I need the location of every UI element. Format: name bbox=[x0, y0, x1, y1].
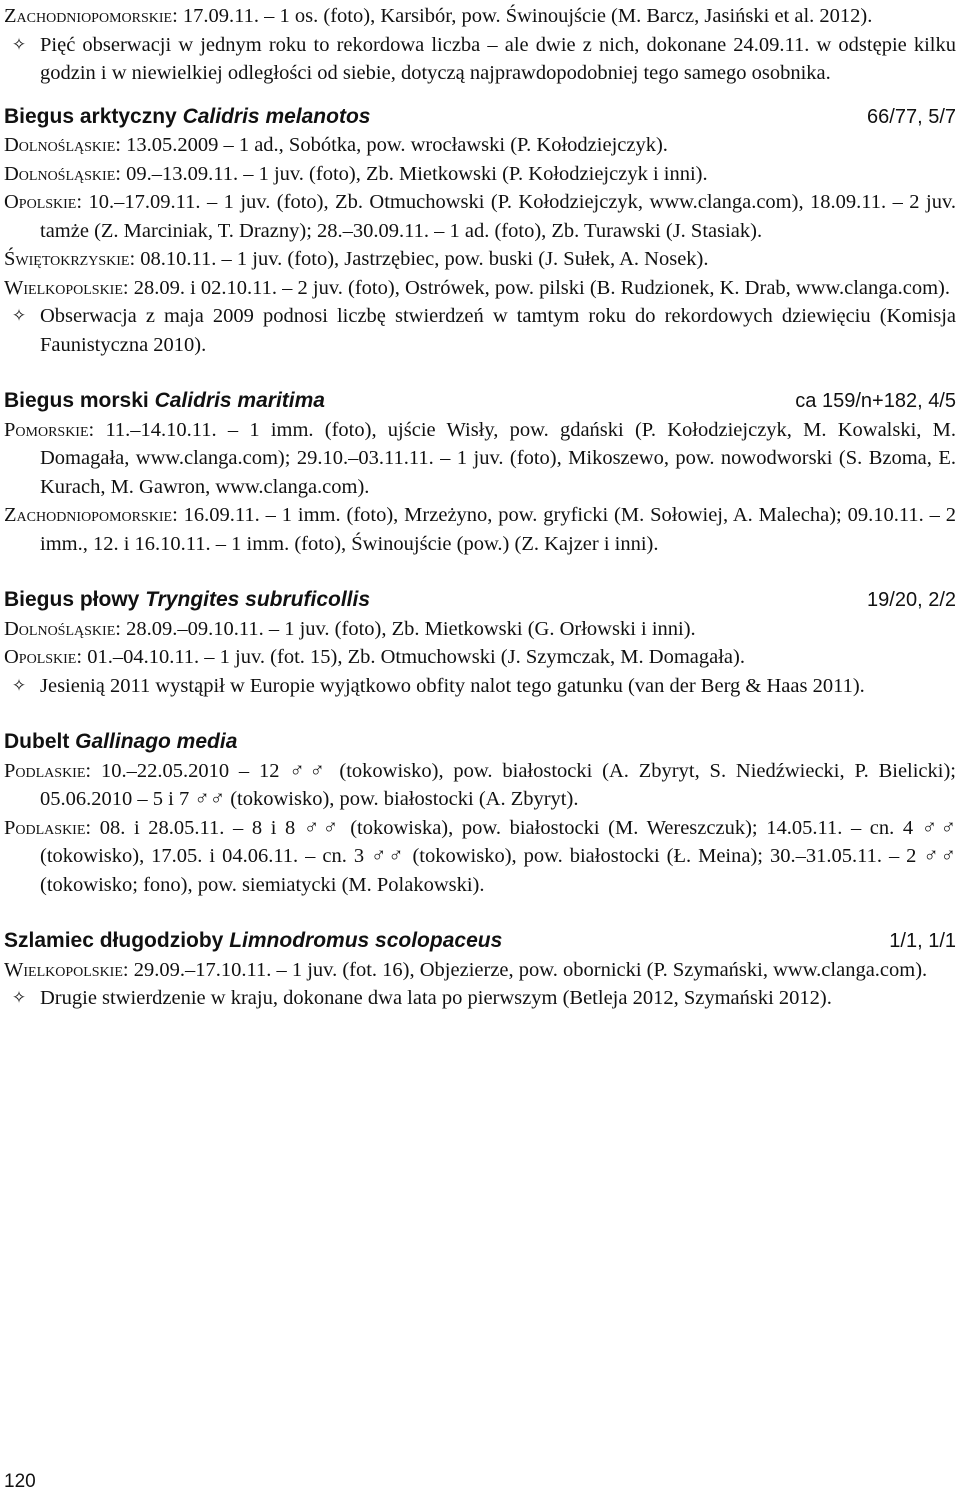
record-entry bbox=[4, 188, 956, 245]
species-entry bbox=[4, 728, 956, 899]
record-text: 13.05.2009 – 1 ad., Sobótka, pow. wrocławski (P. Kołodziejczyk). bbox=[120, 134, 668, 156]
species-name bbox=[4, 728, 237, 757]
record-entry bbox=[4, 956, 956, 985]
note-bullet-icon: ✧ bbox=[11, 34, 27, 55]
note-text: Jesienią 2011 wystąpił w Europie wyjątkowo obfity nalot tego gatunku (van der Berg & Haas 2011). bbox=[40, 674, 865, 697]
record-text: 28.09. i 02.10.11. – 2 juv. (foto), Ostrówek, pow. pilski (B. Rudzionek, K. Drab, www.clanga.com). bbox=[128, 276, 950, 299]
species-name bbox=[4, 103, 370, 132]
species-header bbox=[4, 728, 956, 757]
record-text: 16.09.11. – 1 imm. (foto), Mrzeżyno, pow. gryficki (M. Sołowiej, A. Malecha); 09.10.11. – 2 imm., 12. i 16.10.11. – 1 imm. (foto), Świnoujście (pow.) (Z. Kajzer i inni). bbox=[40, 504, 956, 555]
region-name: Opolskie: bbox=[4, 191, 83, 213]
record-entry bbox=[4, 643, 956, 672]
region-name: Podlaskie: bbox=[4, 816, 92, 839]
note-bullet-icon: ✧ bbox=[11, 675, 27, 696]
region-name: Wielkopolskie: bbox=[4, 958, 129, 981]
note-entry bbox=[4, 672, 956, 701]
note-text: Drugie stwierdzenie w kraju, dokonane dwa lata po pierwszym (Betleja 2012, Szymański 2012). bbox=[40, 987, 832, 1009]
record-entry bbox=[4, 0, 956, 31]
record-text: 10.–17.09.11. – 1 juv. (foto), Zb. Otmuchowski (P. Kołodziejczyk, www.clanga.com), 18.09.11. – 2 juv. tamże (Z. Marciniak, T. Drazny); 28.–30.09.11. – 1 ad. (foto), Zb. Turawski (J. Stasiak). bbox=[40, 191, 956, 242]
region-name: Wielkopolskie: bbox=[4, 276, 129, 299]
species-header bbox=[4, 387, 956, 416]
species-name-latin: Tryngites subruficollis bbox=[145, 588, 371, 611]
record-text: 10.–22.05.2010 – 12 ♂♂ (tokowisko), pow. białostocki (A. Zbyryt, S. Niedźwiecki, P. Bielicki); 05.06.2010 – 5 i 7 ♂♂ (tokowisko), pow. białostocki (A. Zbyryt). bbox=[40, 759, 956, 810]
region-name: Opolskie: bbox=[4, 646, 83, 668]
species-name-polish: Biegus arktyczny bbox=[4, 104, 183, 128]
intro-block bbox=[4, 0, 956, 88]
species-record-count: 66/77, 5/7 bbox=[867, 105, 956, 128]
record-entry bbox=[4, 757, 956, 814]
record-entry bbox=[4, 160, 956, 189]
species-record-count: 19/20, 2/2 bbox=[867, 589, 956, 611]
species-record-count: 1/1, 1/1 bbox=[889, 930, 956, 952]
species-name-latin: Gallinago media bbox=[75, 730, 238, 753]
region-name: Dolnośląskie: bbox=[4, 134, 121, 156]
region-name: Świętokrzyskie: bbox=[4, 248, 136, 270]
record-text: 08.10.11. – 1 juv. (foto), Jastrzębiec, pow. buski (J. Sułek, A. Nosek). bbox=[135, 248, 709, 270]
species-name bbox=[4, 387, 325, 416]
species-header bbox=[4, 586, 956, 615]
note-entry bbox=[4, 31, 956, 88]
record-entry bbox=[4, 814, 956, 900]
record-text: 01.–04.10.11. – 1 juv. (fot. 15), Zb. Otmuchowski (J. Szymczak, M. Domagała). bbox=[82, 646, 745, 668]
record-text: 09.–13.09.11. – 1 juv. (foto), Zb. Mietkowski (P. Kołodziejczyk i inni). bbox=[120, 162, 708, 185]
region-name: Zachodniopomorskie: bbox=[4, 504, 178, 526]
page-number: 120 bbox=[4, 1471, 36, 1492]
region-name: Dolnośląskie: bbox=[4, 617, 121, 640]
species-header bbox=[4, 927, 956, 956]
region-name: Dolnośląskie: bbox=[4, 162, 121, 185]
species-entry bbox=[4, 387, 956, 558]
species-name-latin: Limnodromus scolopaceus bbox=[229, 929, 503, 952]
record-entry bbox=[4, 615, 956, 644]
species-record-count: ca 159/n+182, 4/5 bbox=[795, 390, 956, 412]
record-entry bbox=[4, 245, 956, 274]
note-text: Pięć obserwacji w jednym roku to rekordowa liczba – ale dwie z nich, dokonane 24.09.11. w odstępie kilku godzin i w niewielkiej odległości od siebie, dotyczą najprawdopodobniej tego samego osobnika. bbox=[40, 33, 956, 84]
species-name-polish: Biegus płowy bbox=[4, 588, 146, 611]
note-text: Obserwacja z maja 2009 podnosi liczbę stwierdzeń w tamtym roku do rekordowych dziewięciu (Komisja Faunistyczna 2010). bbox=[40, 305, 956, 356]
species-name-latin: Calidris maritima bbox=[154, 389, 325, 412]
species-name-polish: Biegus morski bbox=[4, 389, 155, 412]
record-text: 28.09.–09.10.11. – 1 juv. (foto), Zb. Mietkowski (G. Orłowski i inni). bbox=[120, 617, 696, 640]
record-entry bbox=[4, 416, 956, 502]
species-entry bbox=[4, 927, 956, 1013]
species-entry bbox=[4, 103, 956, 360]
region-name: Zachodniopomorskie: bbox=[4, 5, 178, 27]
species-name-polish: Szlamiec długodzioby bbox=[4, 929, 230, 952]
document-page bbox=[4, 0, 956, 1497]
record-text: 17.09.11. – 1 os. (foto), Karsibór, pow. Świnoujście (M. Barcz, Jasiński et al. 2012). bbox=[177, 5, 873, 27]
record-text: 11.–14.10.11. – 1 imm. (foto), ujście Wisły, pow. gdański (P. Kołodziejczyk, M. Kowalski, M. Domagała, www.clanga.com); 29.10.–03.11.11. – 1 juv. (foto), Mikoszewo, pow. nowodworski (S. Bzoma, E. Kurach, M. Gawron, www.clanga.com). bbox=[40, 418, 956, 498]
record-entry bbox=[4, 274, 956, 303]
species-header bbox=[4, 103, 956, 132]
species-name-latin: Calidris melanotos bbox=[182, 104, 371, 128]
region-name: Podlaskie: bbox=[4, 759, 92, 782]
species-name-polish: Dubelt bbox=[4, 730, 76, 753]
region-name: Pomorskie: bbox=[4, 418, 95, 441]
record-entry bbox=[4, 131, 956, 160]
note-bullet-icon: ✧ bbox=[11, 988, 27, 1008]
note-bullet-icon: ✧ bbox=[11, 306, 27, 326]
record-text: 29.09.–17.10.11. – 1 juv. (fot. 16), Objezierze, pow. obornicki (P. Szymański, www.clanga.com). bbox=[128, 958, 928, 981]
record-text: 08. i 28.05.11. – 8 i 8 ♂♂ (tokowiska), pow. białostocki (M. Wereszczuk); 14.05.11. – cn. 4 ♂♂ (tokowisko), 17.05. i 04.06.11. – cn. 3 ♂♂ (tokowisko), pow. białostocki (Ł. Meina); 30.–31.05.11. – 2 ♂♂ (tokowisko; fono), pow. siemiatycki (M. Polakowski). bbox=[40, 816, 956, 896]
species-name bbox=[4, 586, 370, 615]
species-entry bbox=[4, 586, 956, 700]
species-name bbox=[4, 927, 502, 956]
record-entry bbox=[4, 501, 956, 558]
note-entry bbox=[4, 984, 956, 1013]
note-entry bbox=[4, 302, 956, 359]
